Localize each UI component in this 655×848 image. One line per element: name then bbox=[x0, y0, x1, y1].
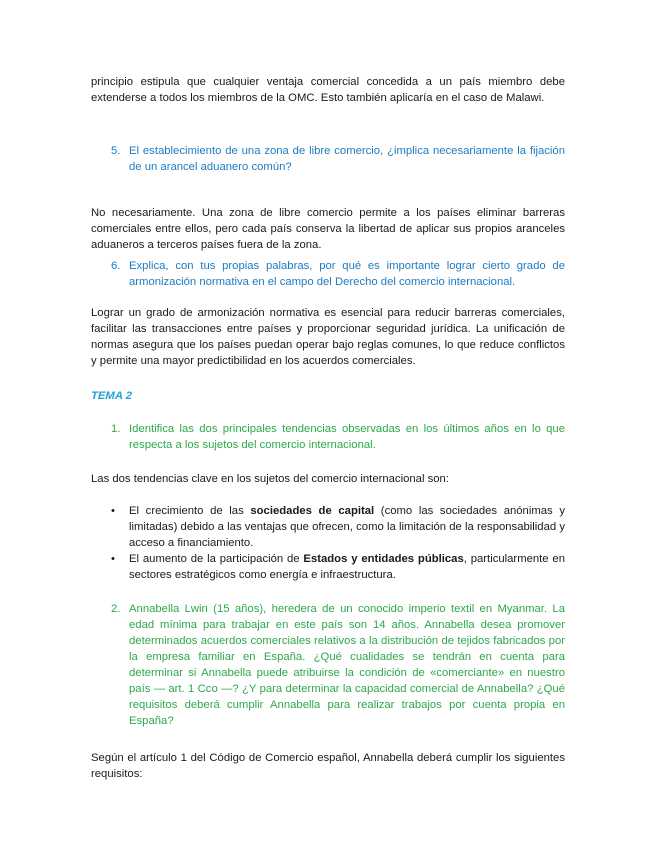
question-6-number: 6. bbox=[111, 260, 121, 272]
list-item: • El crecimiento de las sociedades de capital (como las sociedades anónimas y limitadas) debido a las ventajas que ofrecen, como la limitación de la responsabilidad y acceso a financiamiento. bbox=[111, 505, 565, 549]
tema2-question-1 bbox=[91, 421, 565, 453]
question-5-number: 5. bbox=[111, 145, 121, 157]
question-6-text: Explica, con tus propias palabras, por qué es importante lograr cierto grado de armonización normativa en el campo del Derecho del comercio internacional. bbox=[129, 260, 565, 288]
bold-term: Estados y entidades públicas bbox=[303, 553, 464, 565]
tema-heading: TEMA 2 bbox=[91, 390, 133, 402]
list-item: • El aumento de la participación de Estados y entidades públicas, particularmente en sectores estratégicos como energía e infraestructura. bbox=[111, 553, 565, 581]
tema2-answer-2: Según el artículo 1 del Código de Comercio español, Annabella deberá cumplir los siguientes requisitos: bbox=[91, 752, 565, 780]
paragraph-intro: principio estipula que cualquier ventaja comercial concedida a un país miembro debe extenderse a todos los miembros de la OMC. Esto también aplicaría en el caso de Malawi. bbox=[91, 76, 565, 104]
tema2-question-1-text: Identifica las dos principales tendencias observadas en los últimos años en lo que respecta a los sujetos del comercio internacional. bbox=[129, 423, 565, 451]
section-heading bbox=[91, 388, 565, 404]
answer-6: Lograr un grado de armonización normativa es esencial para reducir barreras comerciales, facilitar las transacciones entre países y proporcionar seguridad jurídica. La unificación de normas asegura que los países puedan operar bajo reglas comunes, lo que reduce conflictos y permite una mayor predictibilidad en los acuerdos comerciales. bbox=[91, 307, 565, 367]
tema2-answer-1-intro: Las dos tendencias clave en los sujetos del comercio internacional son: bbox=[91, 473, 449, 485]
answer-5: No necesariamente. Una zona de libre comercio permite a los países eliminar barreras comerciales entre ellos, pero cada país conserva la libertad de aplicar sus propios aranceles aduaneros a terceros países fuera de la zona. bbox=[91, 207, 565, 251]
tema2-question-1-number: 1. bbox=[111, 423, 121, 435]
bullet-list bbox=[91, 503, 565, 583]
bullet-icon: • bbox=[111, 505, 115, 517]
question-6 bbox=[91, 258, 565, 290]
bold-term: sociedades de capital bbox=[250, 505, 375, 517]
question-5 bbox=[91, 143, 565, 175]
tema2-question-2-number: 2. bbox=[111, 603, 121, 615]
question-5-text: El establecimiento de una zona de libre comercio, ¿implica necesariamente la fijación de un arancel aduanero común? bbox=[129, 145, 565, 173]
tema2-question-2-text: Annabella Lwin (15 años), heredera de un conocido imperio textil en Myanmar. La edad mínima para trabajar en este país son 14 años. Annabella desea promover determinados acuerdos comerciales relativos a la distribución de tejidos fabricados por la empresa familiar en España. ¿Qué cualidades se tendrán en cuenta para determinar si Annabella puede atribuirse la condición de «comerciante» en nuestro país — art. 1 Cco —? ¿Y para determinar la capacidad comercial de Annabella? ¿Qué requisitos deberá cumplir Annabella para realizar trabajos por cuenta propia en España? bbox=[129, 603, 565, 727]
bullet-icon: • bbox=[111, 553, 115, 565]
tema2-question-2 bbox=[91, 601, 565, 729]
